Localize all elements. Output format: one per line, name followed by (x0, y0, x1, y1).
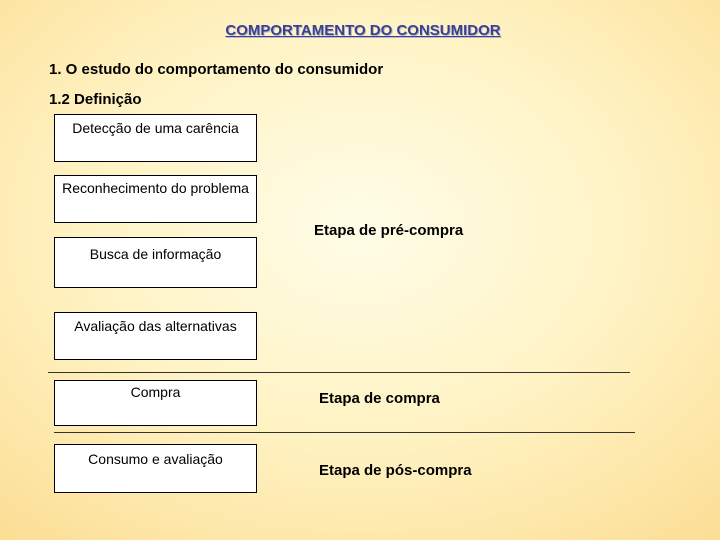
stage-divider-line (54, 432, 635, 433)
step-box-busca: Busca de informação (54, 237, 257, 288)
step-box-consumo: Consumo e avaliação (54, 444, 257, 493)
slide-title: COMPORTAMENTO DO CONSUMIDOR (225, 22, 501, 39)
step-box-deteccao: Detecção de uma carência (54, 114, 257, 162)
step-box-avaliacao: Avaliação das alternativas (54, 312, 257, 360)
stage-label-pos-compra: Etapa de pós-compra (319, 462, 472, 479)
stage-divider-line (48, 372, 630, 373)
section-heading: 1. O estudo do comportamento do consumidor (49, 61, 384, 78)
step-box-compra: Compra (54, 380, 257, 426)
subsection-heading: 1.2 Definição (49, 91, 142, 108)
stage-label-compra: Etapa de compra (319, 390, 440, 407)
stage-label-pre-compra: Etapa de pré-compra (314, 222, 464, 239)
step-box-reconhecimento: Reconhecimento do problema (54, 175, 257, 223)
